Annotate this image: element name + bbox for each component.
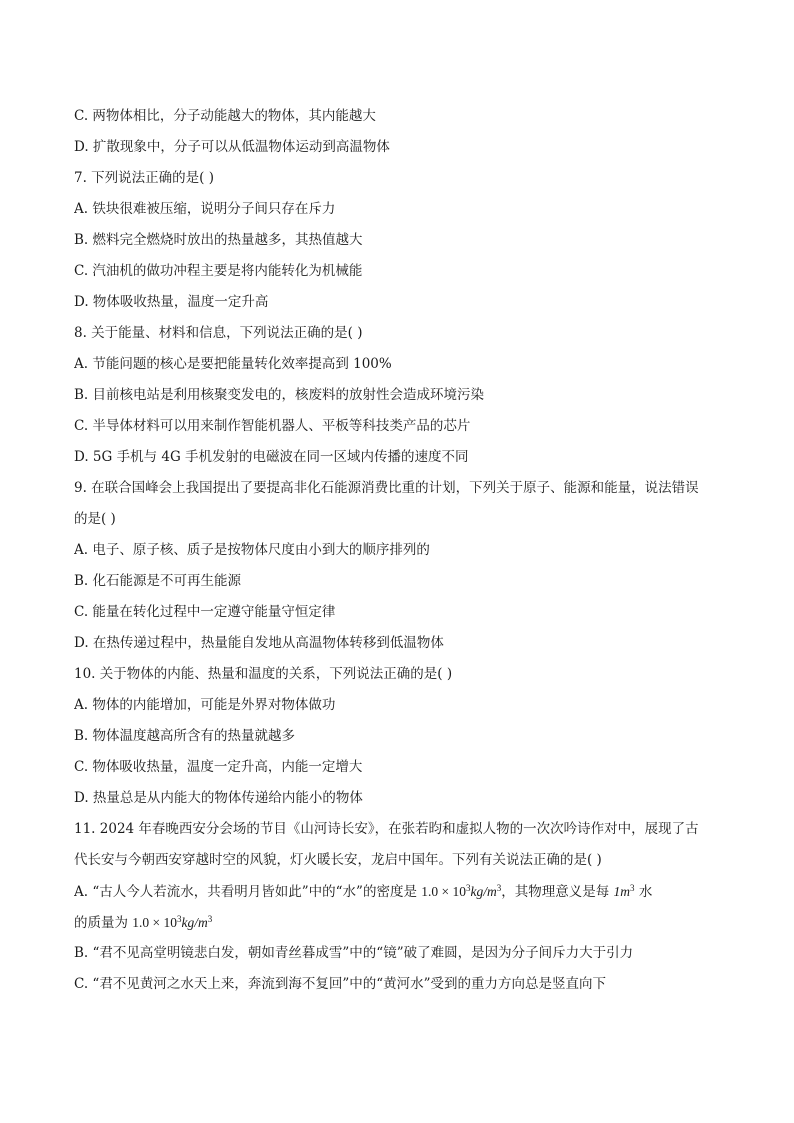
question-10-stem: 10. 关于物体的内能、热量和温度的关系，下列说法正确的是( ): [74, 666, 453, 682]
mass-unit-exponent: 3: [207, 914, 213, 924]
q10-option-a: A. 物体的内能增加，可能是外界对物体做功: [74, 697, 336, 713]
q11-a2-prefix: 的质量为: [74, 915, 128, 931]
one-m-base: 1m: [613, 884, 631, 899]
prev-option-c: C. 两物体相比，分子动能越大的物体，其内能越大: [74, 108, 376, 124]
q8-option-a: A. 节能问题的核心是要把能量转化效率提高到 100%: [74, 356, 392, 372]
density-value: [421, 884, 470, 899]
q11-option-a-line1: [74, 876, 724, 907]
q10-option-b: B. 物体温度越高所含有的热量就越多: [74, 728, 296, 744]
question-11-stem-line1: 11. 2024 年春晚西安分会场的节目《山河诗长安》，在张若昀和虚拟人物的一次次吟诗作对中，展现了古: [74, 821, 699, 837]
prev-option-d: D. 扩散现象中，分子可以从低温物体运动到高温物体: [74, 139, 390, 155]
question-8-stem: 8. 关于能量、材料和信息，下列说法正确的是( ): [74, 325, 363, 341]
q11-option-a-line2: [74, 907, 724, 938]
mass-exponent: 3: [177, 914, 182, 924]
q7-option-a: A. 铁块很难被压缩，说明分子间只存在斥力: [74, 201, 336, 217]
q11-option-b: B. “君不见高堂明镜悲白发，朝如青丝暮成雪”中的“镜”破了难圆，是因为分子间斥力大于引力: [74, 945, 634, 961]
density-unit: [471, 884, 502, 899]
q8-option-d: D. 5G 手机与 4G 手机发射的电磁波在同一区域内传播的速度不同: [74, 449, 469, 465]
q9-option-b: B. 化石能源是不可再生能源: [74, 573, 242, 589]
q10-option-c: C. 物体吸收热量，温度一定升高，内能一定增大: [74, 759, 363, 775]
question-7-stem: 7. 下列说法正确的是( ): [74, 170, 214, 186]
question-9-stem-line2: 的是( ): [74, 511, 116, 527]
one-m-exponent: 3: [630, 883, 635, 893]
q8-option-b: B. 目前核电站是利用核聚变发电的，核废料的放射性会造成环境污染: [74, 387, 485, 403]
density-exponent: 3: [466, 883, 471, 893]
q9-option-a: A. 电子、原子核、质子是按物体尺度由小到大的顺序排列的: [74, 542, 430, 558]
q9-option-d: D. 在热传递过程中，热量能自发地从高温物体转移到低温物体: [74, 635, 444, 651]
q10-option-d: D. 热量总是从内能大的物体传递给内能小的物体: [74, 790, 363, 806]
mass-value: [132, 915, 181, 930]
q7-option-d: D. 物体吸收热量，温度一定升高: [74, 294, 269, 310]
q8-option-c: C. 半导体材料可以用来制作智能机器人、平板等科技类产品的芯片: [74, 418, 471, 434]
question-9-stem-line1: 9. 在联合国峰会上我国提出了要提高非化石能源消费比重的计划，下列关于原子、能源和能量，说法错误: [74, 480, 699, 496]
unit-exponent: 3: [496, 883, 502, 893]
unit-base: kg/m: [470, 884, 497, 899]
q11-a-middle: ，其物理意义是每: [501, 884, 610, 900]
q7-option-c: C. 汽油机的做功冲程主要是将内能转化为机械能: [74, 263, 363, 279]
q9-option-c: C. 能量在转化过程中一定遵守能量守恒定律: [74, 604, 336, 620]
q11-a-suffix: 水: [638, 884, 653, 900]
question-11-stem-line2: 代长安与今朝西安穿越时空的风貌，灯火暖长安，龙启中国年。下列有关说法正确的是( ): [74, 852, 602, 868]
q11-option-c: C. “君不见黄河之水天上来，奔流到海不复回”中的“黄河水”受到的重力方向总是竖直向下: [74, 976, 607, 992]
mass-unit: [182, 915, 213, 930]
question-page: [74, 101, 724, 1000]
density-mantissa: 1.0 × 10: [421, 884, 466, 899]
mass-unit-base: kg/m: [181, 915, 208, 930]
q11-a-prefix: A. “古人今人若流水，共看明月皆如此”中的“水”的密度是: [74, 884, 417, 900]
q7-option-b: B. 燃料完全燃烧时放出的热量越多，其热值越大: [74, 232, 363, 248]
one-cubic-meter: [614, 884, 635, 899]
mass-mantissa: 1.0 × 10: [132, 915, 178, 930]
